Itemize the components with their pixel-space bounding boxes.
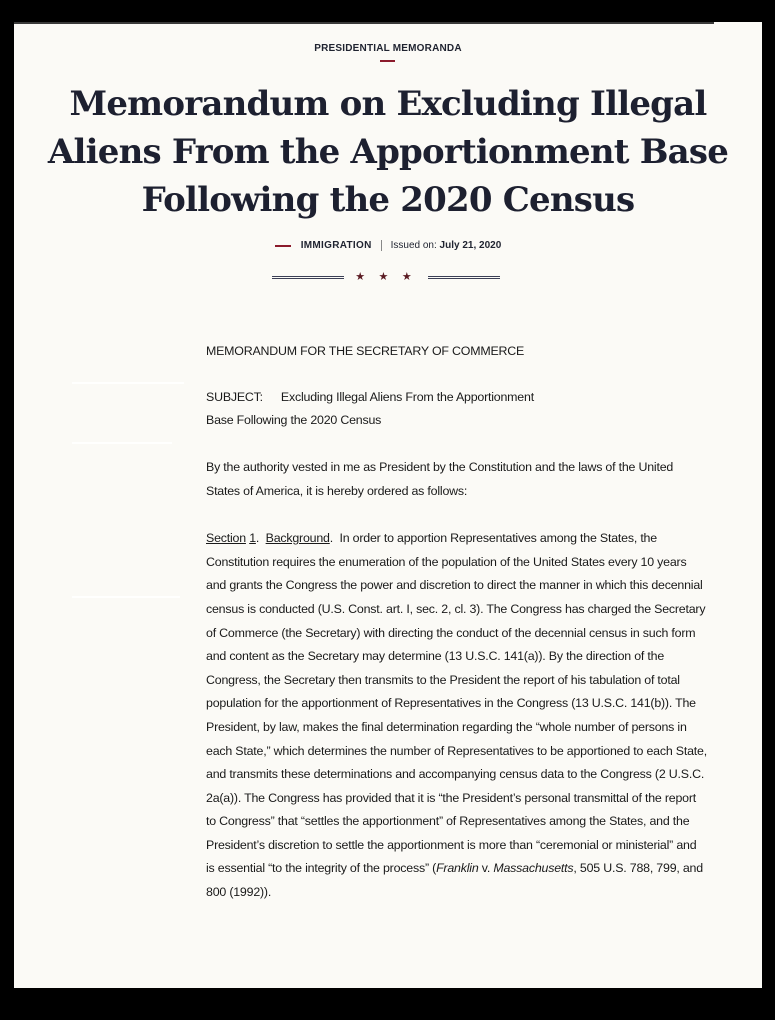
section-number: 1 [249, 531, 256, 546]
kicker-underline [380, 60, 395, 62]
memo-preamble: By the authority vested in me as President by the Constitution and the laws of the United States of America, it is hereby ordered as follows: [206, 460, 674, 498]
memo-addressee: MEMORANDUM FOR THE SECRETARY OF COMMERCE [206, 344, 525, 358]
star-divider [272, 271, 500, 289]
faded-sidebar-mark [72, 442, 172, 444]
document-page [14, 22, 762, 988]
case-citation: , 505 U.S. 788, 799, and 800 (1992)). [206, 861, 703, 900]
memo-body [206, 340, 708, 928]
divider-line-right [428, 276, 500, 279]
memo-subject [206, 386, 708, 433]
meta-accent-dash [275, 245, 291, 247]
case-v: v. [478, 861, 494, 876]
case-party-2: Massachusetts [493, 861, 574, 876]
faded-sidebar-mark [72, 382, 184, 384]
faded-sidebar-mark [72, 596, 180, 598]
subject-label: SUBJECT: [206, 389, 263, 404]
category-kicker[interactable]: PRESIDENTIAL MEMORANDA [314, 43, 462, 54]
page-title: Memorandum on Excluding Illegal Aliens From the Apportionment Base Following the 2020 Census [47, 84, 729, 220]
issued-date: July 21, 2020 [439, 240, 502, 252]
post-meta [14, 240, 762, 251]
category-link[interactable]: IMMIGRATION [300, 240, 372, 252]
meta-separator [381, 240, 382, 251]
star-icons: ★ ★ ★ [355, 270, 417, 283]
section-word: Section [206, 531, 246, 546]
divider-line-left [272, 276, 344, 279]
case-party-1: Franklin [436, 861, 479, 876]
subject-line-2: Base Following the 2020 Census [206, 413, 382, 428]
section-heading: Background [265, 531, 330, 546]
section-1-text: In order to apportion Representatives among the States, the Constitution requires the enumeration of the population of the United States every 10 years and grants the Congress the power and discretion to direct the manner in which this decennial census is conducted (U.S. Const. art. I, sec. 2, cl. 3). The Congress has charged the Secretary of Commerce (the Secretary) with directing the conduct of the decennial census in such form and content as the Secretary may determine (13 U.S.C. 141(a)). By the direction of the Congress, the Secretary then transmits to the President the report of his tabulation of total population for the apportionment of Representatives in the Congress (13 U.S.C. 141(b)). The President, by law, makes the final determination regarding the “whole number of persons in each State,” which determines the number of Representatives to be apportioned to each State, and transmits these determinations and accompanying census data to the Congress (2 U.S.C. 2a(a)). The Congress has provided that it is “the President’s personal transmittal of the report to Congress” that “settles the apportionment” of Representatives among the States, and the President’s discretion to settle the apportionment is more than “ceremonial or ministerial” and is essential “to the integrity of the process” ( [206, 531, 707, 876]
page-top-border [14, 22, 714, 24]
issued-label: Issued on: [390, 240, 437, 252]
subject-line-1: Excluding Illegal Aliens From the Apportionment [280, 389, 534, 404]
section-1-paragraph: Section 1. Background. In order to apportion Representatives among the States, the Constitution requires the enumeration of the population of the United States every 10 years and grants the Congress the power and discretion to direct the manner in which this decennial census is conducted (U.S. Const. art. I, sec. 2, cl. 3). The Congress has charged the Secretary of Commerce (the Secretary) with directing the conduct of the decennial census in such form and content as the Secretary may determine (13 U.S.C. 141(a)). By the direction of the Congress, the Secretary then transmits to the President the report of his tabulation of total population for the apportionment of Representatives in the Congress (13 U.S.C. 141(b)). The President, by law, makes the final determination regarding the “whole number of persons in each State,” which determines the number of Representatives to be apportioned to each State, and transmits these determinations and accompanying census data to the Congress (2 U.S.C. 2a(a)). The Congress has provided that it is “the President’s personal transmittal of the report to Congress” that “settles the apportionment” of Representatives among the States, and the President’s discretion to settle the apportionment is more than “ceremonial or ministerial” and is essential “to the integrity of the process” (Franklin v. Massachusetts, 505 U.S. 788, 799, and 800 (1992)). [206, 531, 707, 900]
